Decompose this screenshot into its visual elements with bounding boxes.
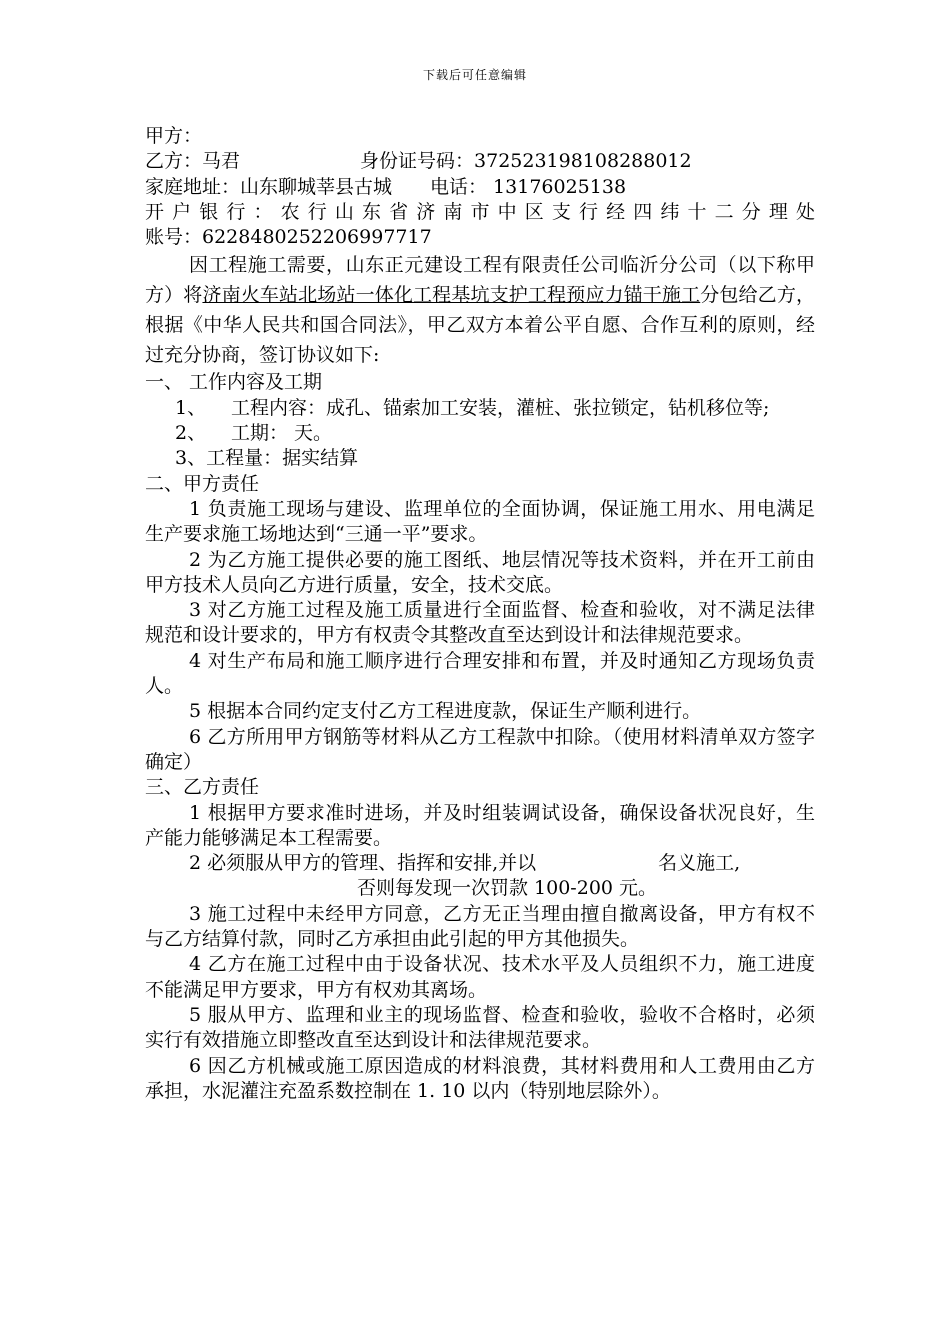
obey-clause: 2 必须服从甲方的管理、指挥和安排,并以: [189, 852, 537, 875]
section2-paragraph: 4 对生产布局和施工顺序进行合理安排和布置，并及时通知乙方现场负责人。: [145, 649, 815, 698]
item-number: 2、: [175, 422, 207, 445]
section1-item: [145, 396, 815, 421]
bank-line: 开户银行：农行山东省济南市中区支行经四纬十二分理处: [145, 200, 815, 223]
section3-paragraph: 4 乙方在施工过程中由于设备状况、技术水平及人员组织不力，施工进度不能满足甲方要求，甲方有权劝其离场。: [145, 953, 815, 1001]
project-name: 济南火车站北场站一体化工程基坑支护工程预应力锚干施工: [202, 284, 701, 307]
phone-number: 电话： 13176025138: [430, 175, 627, 198]
intro-paragraph: [145, 250, 815, 370]
intro-post: 分包给乙方，根据《中华人民共和国合同法》，甲乙双方本着公平自愿、合作互利的原则，经过充分协商，签订协议如下:: [145, 284, 815, 367]
section2-paragraph: 1 负责施工现场与建设、监理单位的全面协调，保证施工用水、用电满足生产要求施工场地达到“三通一平”要求。: [145, 497, 815, 546]
section2-paragraph: 5 根据本合同约定支付乙方工程进度款，保证生产顺利进行。: [189, 700, 702, 723]
section1-item: 3、工程量：据实结算: [175, 447, 359, 470]
item-number: 1、: [175, 396, 207, 419]
page-header: 下载后可任意编辑: [422, 68, 527, 82]
section3-paragraph: 5 服从甲方、监理和业主的现场监督、检查和验收，验收不合格时，必须实行有效措施立即整改直至达到设计和法律规范要求。: [145, 1003, 815, 1052]
section3-paragraph: 1 根据甲方要求准时进场，并及时组装调试设备，确保设备状况良好，生产能力能够满足本工程需要。: [145, 801, 815, 849]
penalty-clause: 否则每发现一次罚款 100-200 元。: [357, 877, 658, 900]
section2-paragraph: 3 对乙方施工过程及施工质量进行全面监督、检查和验收，对不满足法律规范和设计要求的，甲方有权责令其整改直至达到设计和法律规范要求。: [145, 599, 815, 647]
address-line: [145, 175, 815, 200]
section3-paragraph-2: [145, 851, 815, 876]
section1-title: 一、 工作内容及工期: [145, 371, 323, 394]
section2-paragraph: 2 为乙方施工提供必要的施工图纸、地层情况等技术资料，并在开工前由甲方技术人员向乙方进行质量，安全，技术交底。: [145, 548, 815, 596]
section1-item: [145, 421, 815, 446]
contract-body: [145, 124, 815, 1104]
home-address: 家庭地址：山东聊城莘县古城: [145, 175, 393, 198]
item-text: 工期： 天。: [231, 422, 333, 445]
party-a-label: 甲方：: [145, 125, 203, 147]
account-line: 账号：6228480252206997717: [145, 226, 432, 249]
section3-paragraph: 6 因乙方机械或施工原因造成的材料浪费，其材料费用和人工费用由乙方承担，水泥灌注充盈系数控制在 1. 10 以内（特别地层除外）。: [145, 1054, 815, 1102]
party-b-name: 乙方：马君: [145, 150, 241, 173]
section3-title: 三、乙方责任: [145, 776, 260, 799]
intro-pre: 因工程施工需要，山东正元建设工程有限责任公司临沂分公司（以下称甲方）将: [145, 254, 815, 307]
party-b-id: 身份证号码：372523198108288012: [360, 150, 692, 173]
section2-paragraph: 6 乙方所用甲方钢筋等材料从乙方工程款中扣除。（使用材料清单双方签字确定）: [145, 725, 815, 773]
section3-paragraph: 3 施工过程中未经甲方同意，乙方无正当理由擅自撤离设备，甲方有权不与乙方结算付款，同时乙方承担由此引起的甲方其他损失。: [145, 902, 815, 951]
item-text: 工程内容：成孔、锚索加工安装，灌桩、张拉锁定，钻机移位等;: [231, 396, 770, 419]
section2-title: 二、甲方责任: [145, 472, 260, 495]
party-b-line: [145, 149, 815, 174]
name-clause: 名义施工,: [658, 852, 741, 875]
